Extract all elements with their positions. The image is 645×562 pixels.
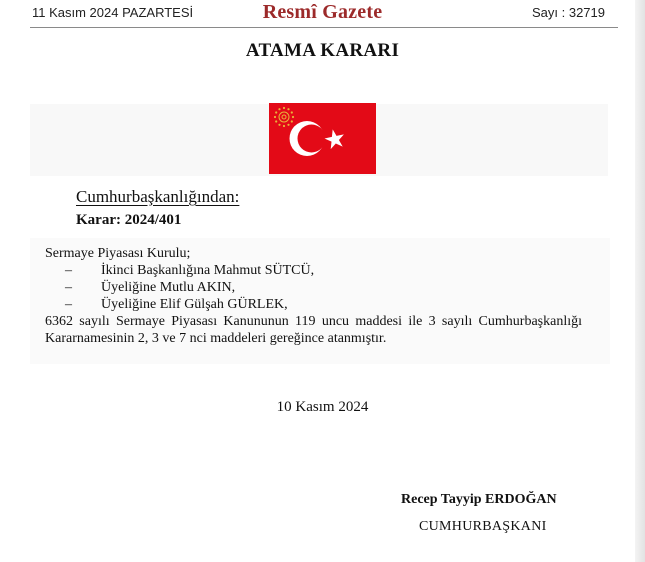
list-dash: –	[65, 263, 72, 278]
list-item-text: Üyeliğine Elif Gülşah GÜRLEK,	[101, 297, 288, 312]
paragraph-line: 6362 sayılı Sermaye Piyasası Kanununun 119 uncu maddesi ile 3 sayılı Cumhurbaşkanlığı	[45, 314, 582, 329]
list-item	[45, 296, 582, 313]
issue-date: 11 Kasım 2024 PAZARTESİ	[32, 5, 194, 20]
decision-date: 10 Kasım 2024	[276, 399, 369, 415]
legal-basis-paragraph	[45, 313, 582, 347]
intro-line: Sermaye Piyasası Kurulu;	[45, 246, 191, 261]
document-title: ATAMA KARARI	[245, 40, 400, 61]
issue-number: Sayı : 32719	[532, 5, 605, 20]
header-divider	[30, 27, 618, 28]
decision-number: Karar: 2024/401	[76, 212, 182, 228]
list-item-text: Üyeliğine Mutlu AKIN,	[101, 280, 236, 295]
list-dash: –	[65, 280, 72, 295]
turkish-flag-icon	[269, 103, 376, 174]
page-edge-shadow	[635, 0, 645, 562]
signer-name: Recep Tayyip ERDOĞAN	[401, 492, 557, 507]
list-dash: –	[65, 297, 72, 312]
gazette-header	[0, 0, 635, 28]
signer-title: CUMHURBAŞKANI	[419, 519, 547, 534]
list-item	[45, 262, 582, 279]
paragraph-line: Kararnamesinin 2, 3 ve 7 nci maddeleri gereğince atanmıştır.	[45, 331, 387, 346]
list-item	[45, 279, 582, 296]
gazette-title: Resmî Gazete	[262, 1, 383, 23]
issuing-authority: Cumhurbaşkanlığından:	[76, 187, 240, 206]
list-item-text: İkinci Başkanlığına Mahmut SÜTCÜ,	[101, 263, 315, 278]
decision-body	[45, 245, 582, 347]
